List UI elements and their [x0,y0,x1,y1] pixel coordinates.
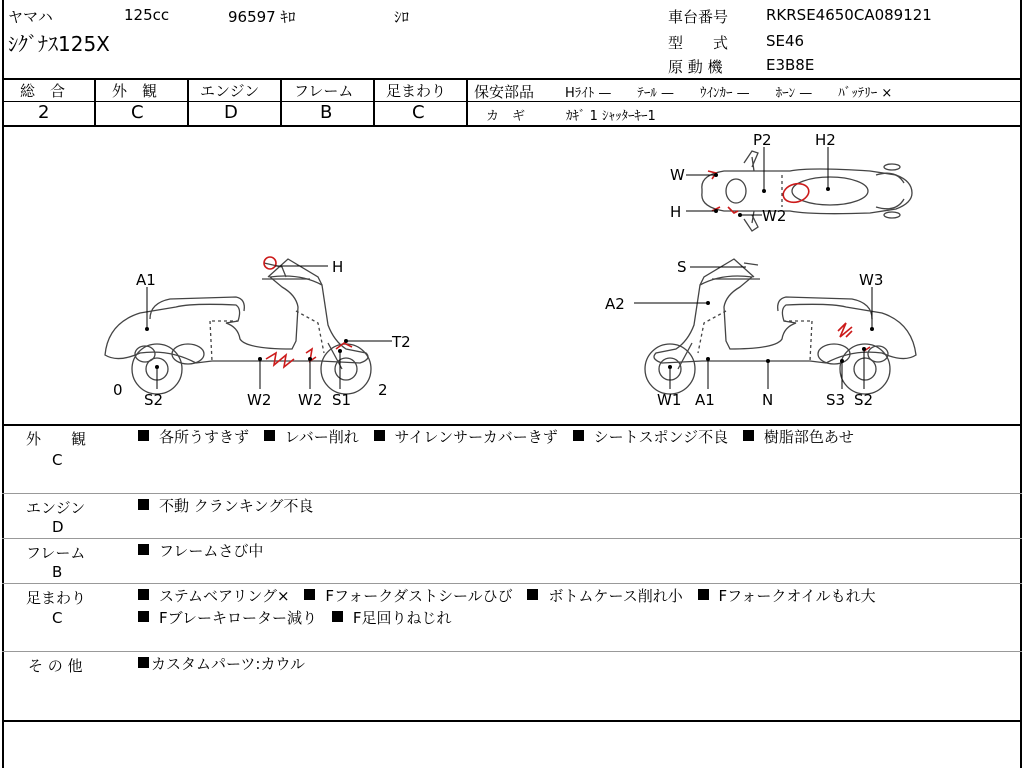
grade-divider-4 [373,78,375,126]
key-label: カ ギ [486,109,526,124]
remark-items-frame [138,540,1008,562]
label-t2-left: T2 [392,333,411,351]
label-s2-left: S2 [144,391,164,409]
chassis-label: 車台番号 [668,8,729,26]
remarks-divider-3 [2,583,1022,584]
remark-item: ボトムケース削れ小 [548,587,683,605]
label-a2-right: A2 [605,295,625,313]
remark-item: ステムベアリング× [159,587,290,605]
label-h-left: H [332,258,344,276]
remark-category-other: そ の 他 [28,657,83,675]
remark-item: 樹脂部色あせ [763,428,854,446]
grade-divider-5 [466,78,468,126]
engine-value: E3B8E [766,56,815,74]
grade-label-frame: フレーム [294,82,354,100]
remark-item: 各所うすきず [159,428,250,446]
remark-item: Fフォークダストシールひび [325,587,513,605]
displacement-text: 125cc [124,6,170,24]
label-w3-right: W3 [859,271,884,289]
remark-item: カスタムパーツ:カウル [151,655,306,673]
model-name: ｼｸﾞﾅｽ125X [8,32,110,56]
remark-items-other [138,653,1008,675]
remark-category-suspension: 足まわり [26,589,87,607]
grade-value-exterior: C [131,102,144,123]
label-w1-right: W1 [657,391,682,409]
grade-label-overall: 総 合 [20,82,66,100]
remark-grade-frame: B [52,563,63,581]
label-two-left: 2 [378,381,388,399]
label-h-top: H [670,203,682,221]
label-w2b-left: W2 [298,391,323,409]
label-a1-right: A1 [695,391,715,409]
remark-item: Fブレーキローター減り [159,609,318,627]
remark-item: レバー削れ [284,428,359,446]
remarks-divider-4 [2,651,1022,652]
remark-category-exterior: 外 観 [26,430,87,448]
label-s3-right: S3 [826,391,846,409]
grade-divider-2 [187,78,189,126]
safety-label: 保安部品 [474,83,535,101]
grade-divider-1 [94,78,96,126]
remarks-bottom-line [2,720,1022,722]
mileage-text: 96597 ｷﾛ [228,8,296,26]
label-s-right: S [677,258,687,276]
grade-divider-3 [280,78,282,126]
label-n-right: N [762,391,774,409]
grade-value-engine: D [224,102,238,123]
remark-grade-suspension: C [52,609,63,627]
label-zero-left: 0 [113,381,123,399]
grade-label-engine: エンジン [200,82,260,100]
label-p2-top: P2 [753,131,772,149]
grade-value-suspension: C [412,102,425,123]
label-s2-right: S2 [854,391,874,409]
remark-item: シートスポンジ不良 [593,428,729,446]
remarks-divider-2 [2,538,1022,539]
remark-item: フレームさび中 [159,542,264,560]
grade-label-suspension: 足まわり [386,82,447,100]
grade-label-exterior: 外 観 [112,82,158,100]
remark-items-engine [138,495,1008,517]
remark-category-frame: フレーム [26,544,86,562]
top-view-scooter [702,151,912,231]
label-h2-top: H2 [815,131,836,149]
remark-grade-exterior: C [52,451,63,469]
remark-grade-engine: D [52,518,64,536]
type-value: SE46 [766,32,805,50]
engine-label: 原 動 機 [668,58,723,76]
remarks-divider-1 [2,493,1022,494]
key-value: ｶｷﾞ 1 ｼｬｯﾀｰｷｰ1 [566,109,656,124]
color-text: ｼﾛ [394,8,410,26]
label-w2a-left: W2 [247,391,272,409]
remark-category-engine: エンジン [26,499,86,517]
remark-item: Fフォークオイルもれ大 [718,587,876,605]
safety-items: Hﾗｲﾄ — ﾃｰﾙ — ｳｲﾝｶｰ — ﾎｰﾝ — ﾊﾞｯﾃﾘｰ × [565,86,893,101]
remark-item: 不動 クランキング不良 [159,497,314,515]
label-a1-left: A1 [136,271,156,289]
remark-item: F足回りねじれ [352,609,452,627]
maker-text: ヤマハ [8,8,53,26]
label-w-top: W [670,166,685,184]
remark-items-suspension [138,585,1008,629]
type-label: 型 式 [668,34,729,52]
remark-item: サイレンサーカバーきず [394,428,558,446]
grade-value-frame: B [320,102,333,123]
remark-items-exterior [138,426,1008,448]
label-s1-left: S1 [332,391,352,409]
grade-value-overall: 2 [38,102,50,123]
label-w2-top: W2 [762,207,787,225]
scooter-diagrams [0,127,1024,427]
chassis-value: RKRSE4650CA089121 [766,6,932,24]
